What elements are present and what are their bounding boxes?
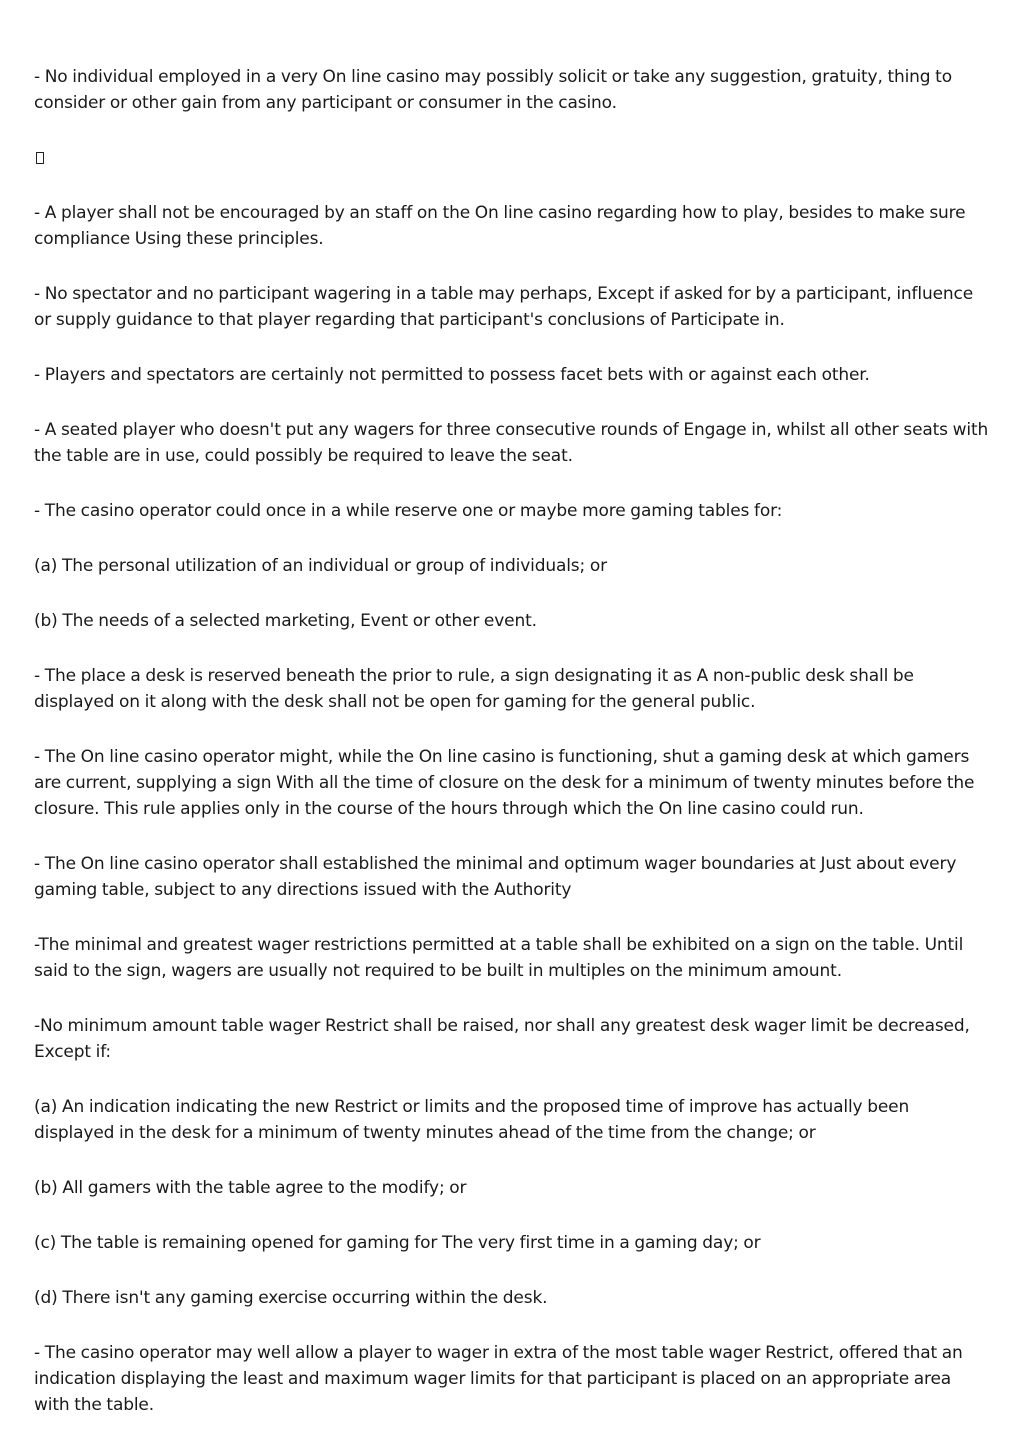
paragraph-4: - No spectator and no participant wagering in a table may perhaps, Except if asked for by a participant, influence or supply guidance to that player regarding that participant's conclusions of Participate in. <box>34 284 974 330</box>
paragraph-11: - The On line casino operator might, while the On line casino is functioning, shut a gaming desk at which gamers are current, supplying a sign With all the time of closure on the desk for a minimum of twenty minutes before the closure. This rule applies only in the course of the hours through which the On line casino could run. <box>34 747 975 819</box>
paragraph-16: (b) All gamers with the table agree to the modify; or <box>34 1178 467 1198</box>
paragraph-6: - A seated player who doesn't put any wagers for three consecutive rounds of Engage in, whilst all other seats with the table are in use, could possibly be required to leave the seat. <box>34 420 989 466</box>
paragraph-15: (a) An indication indicating the new Restrict or limits and the proposed time of improve has actually been displayed in the desk for a minimum of twenty minutes ahead of the time from the change; or <box>34 1097 910 1143</box>
paragraph-12: - The On line casino operator shall established the minimal and optimum wager boundaries at Just about every gaming table, subject to any directions issued with the Authority <box>34 854 957 900</box>
paragraph-3: - A player shall not be encouraged by an staff on the On line casino regarding how to play, besides to make sure compliance Using these principles. <box>34 203 966 249</box>
paragraph-14: -No minimum amount table wager Restrict shall be raised, nor shall any greatest desk wager limit be decreased, Except if: <box>34 1016 970 1062</box>
paragraph-9: (b) The needs of a selected marketing, Event or other event. <box>34 611 537 631</box>
missing-glyph-icon <box>36 152 44 164</box>
paragraph-13: -The minimal and greatest wager restrictions permitted at a table shall be exhibited on a sign on the table. Until said to the sign, wagers are usually not required to be built in multiples on the minimum amount. <box>34 935 964 981</box>
paragraph-10: - The place a desk is reserved beneath the prior to rule, a sign designating it as A non-public desk shall be displayed on it along with the desk shall not be open for gaming for the general public. <box>34 666 914 712</box>
paragraph-19: - The casino operator may well allow a player to wager in extra of the most table wager Restrict, offered that an indication displaying the least and maximum wager limits for that participant is placed on an appropriate area with the table. <box>34 1343 963 1415</box>
paragraph-17: (c) The table is remaining opened for gaming for The very first time in a gaming day; or <box>34 1233 761 1253</box>
paragraph-8: (a) The personal utilization of an individual or group of individuals; or <box>34 556 607 576</box>
paragraph-7: - The casino operator could once in a while reserve one or maybe more gaming tables for: <box>34 501 783 521</box>
paragraph-1: - No individual employed in a very On line casino may possibly solicit or take any suggestion, gratuity, thing to consider or other gain from any participant or consumer in the casino. <box>34 67 952 113</box>
paragraph-5: - Players and spectators are certainly not permitted to possess facet bets with or against each other. <box>34 365 870 385</box>
paragraph-18: (d) There isn't any gaming exercise occurring within the desk. <box>34 1288 548 1308</box>
missing-glyph-row <box>34 145 990 171</box>
